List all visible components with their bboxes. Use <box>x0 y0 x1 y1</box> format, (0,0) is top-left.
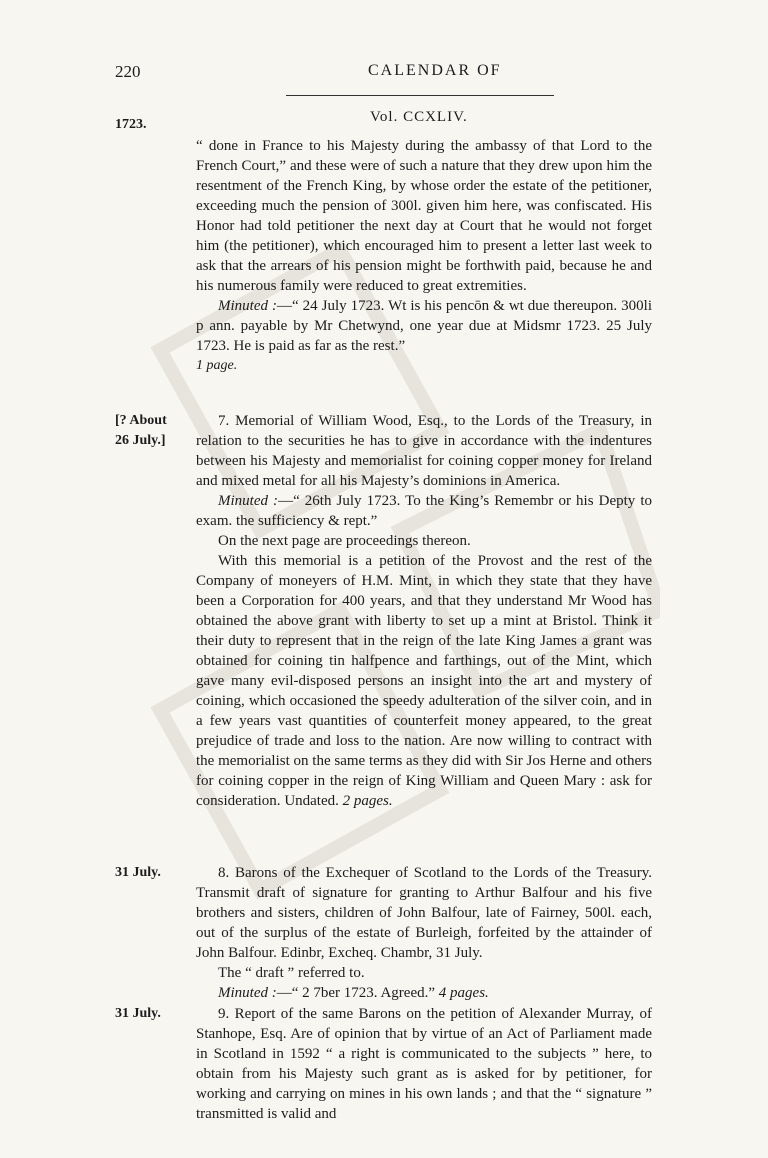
header-rule <box>286 95 554 96</box>
entry7-text: 7. Memorial of William Wood, Esq., to the Lords of the Treasury, in relation to the securities he has to give in accordance with the indentures between his Majesty and memorialist for coining copper money for Ireland and mixed metal for all his Majesty’s dominions in America. <box>196 413 652 489</box>
continuation-minute <box>196 296 652 356</box>
entry-7 <box>196 411 652 811</box>
entry7-margin-date-1: [? About <box>115 413 167 428</box>
entry-9 <box>196 1004 652 1124</box>
entry-8 <box>196 863 652 1003</box>
minuted-text: —“ 26th July 1723. To the King’s Remembr or his Depty to exam. the sufficiency & rept.” <box>196 493 653 529</box>
entry7-minute <box>196 491 652 531</box>
continuation-entry <box>196 136 652 376</box>
minuted-label: Minuted : <box>218 298 277 314</box>
entry8-draft-note: The “ draft ” referred to. <box>218 965 365 981</box>
entry7-next-page-note: On the next page are proceedings thereon. <box>218 533 471 549</box>
entry8-margin-date: 31 July. <box>115 865 161 880</box>
minuted-label: Minuted : <box>218 985 277 1001</box>
entry8-text: 8. Barons of the Exchequer of Scotland to the Lords of the Treasury. Transmit draft of signature for granting to Arthur Balfour and his five brothers and sisters, children of John Balfour, late of Fairney, 500l. each, out of the surplus of the estate of Burleigh, forfeited by the attainder of John Balfour. Edinbr, Excheq. Chambr, 31 July. <box>196 865 652 961</box>
pages-count: 2 pages. <box>342 793 393 809</box>
minuted-text: —“ 24 July 1723. Wt is his pencōn & wt due thereupon. 300li p ann. payable by Mr Chetwynd, one year due at Midsmr 1723. 25 July 1723. He is paid as far as the rest.” <box>196 298 653 354</box>
continuation-text: “ done in France to his Majesty during the ambassy of that Lord to the French Court,” and these were of such a nature that they drew upon him the resentment of the French King, by whose order the estate of the petitioner, exceeding much the pension of 300l. given him here, was confiscated. His Honor had told petitioner the next day at Court that he would not forget him (the petitioner), which encouraged him to present a letter last week to ask that the arrears of his pension might be forthwith paid, because he and his numerous family were reduced to great extremities. <box>196 138 652 294</box>
margin-year: 1723. <box>115 117 147 132</box>
entry8-minute <box>196 983 652 1003</box>
entry7-margin-date-2: 26 July.] <box>115 433 166 448</box>
minuted-text: —“ 2 7ber 1723. Agreed.” <box>276 985 436 1001</box>
minuted-label: Minuted : <box>218 493 279 509</box>
undated-note: Undated. <box>284 793 339 809</box>
running-title: CALENDAR OF <box>368 62 502 79</box>
continuation-pages <box>196 356 652 376</box>
page-number: 220 <box>115 62 141 81</box>
volume-heading: Vol. CCXLIV. <box>370 109 468 125</box>
pages-count: 1 page. <box>196 358 238 373</box>
entry9-margin-date: 31 July. <box>115 1006 161 1021</box>
entry9-text: 9. Report of the same Barons on the petition of Alexander Murray, of Stanhope, Esq. Are of opinion that by virtue of an Act of Parliament made in Scotland in 1592 “ a right is communicated to the subjects ” here, to obtain from his Majesty such grant as is asked for by petitioner, for working and carrying on mines in his own lands ; and that the “ signature ” transmitted is valid and <box>196 1006 652 1122</box>
entry7-petition <box>196 551 652 811</box>
petition-text: With this memorial is a petition of the Provost and the rest of the Company of moneyers of H.M. Mint, in which they state that they have been a Corporation for 400 years, and that they understand Mr Wood has obtained the above grant with liberty to set up a mint at Bristol. Think it their duty to represent that in the reign of the late King James a grant was obtained for coining tin halfpence and farthings, out of the Mint, which gave many evil-disposed persons an insight into the art and mystery of coining, which occasioned the speedy adulteration of the silver coin, and in a few years vast quantities of counterfeit money appeared, to the great prejudice of trade and loss to the nation. Are now willing to contract with the memorialist on the same terms as they did with Sir Jos Herne and others for coining copper in the reign of King William and Queen Mary : ask for consideration. <box>196 553 652 809</box>
pages-count: 4 pages. <box>438 985 489 1001</box>
